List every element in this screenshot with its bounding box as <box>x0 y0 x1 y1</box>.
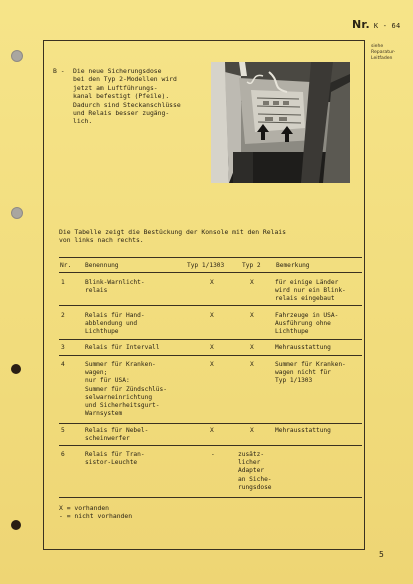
header-nr: Nr. <box>60 262 72 269</box>
row-6-nr: 6 <box>61 451 65 458</box>
table-rule <box>59 257 362 258</box>
row-3-typ1: X <box>210 344 214 351</box>
side-note <box>371 44 395 62</box>
table-rule <box>59 272 362 273</box>
table-rule <box>59 339 362 340</box>
fuse-box-photo-image <box>211 62 350 183</box>
row-1-benennung: Blink-Warnlicht- relais <box>85 279 145 295</box>
side-note-line: siehe <box>371 44 384 49</box>
table-rule <box>59 355 362 356</box>
row-3-nr: 3 <box>61 344 65 351</box>
table-rule <box>59 423 362 424</box>
row-6-typ1: - <box>211 451 215 458</box>
header-benennung: Benennung <box>85 262 119 269</box>
section-b-text: Die neue Sicherungsdose bei den Typ 2-Modellen wird jetzt am Luftführungs- kanal befestigt (Pfeile). Dadurch sind Steckanschlüsse und Relais besser zugäng- lich. <box>73 67 181 126</box>
header-bemerkung: Bemerkung <box>276 262 310 269</box>
punch-hole <box>11 207 23 219</box>
row-1-typ1: X <box>210 279 214 286</box>
row-2-bemerkung: Fahrzeuge in USA- Ausführung ohne Lichthupe <box>275 312 339 336</box>
row-3-benennung: Relais für Intervall <box>85 344 160 351</box>
table-rule <box>59 445 362 446</box>
row-1-nr: 1 <box>61 279 65 286</box>
table-rule <box>59 497 362 498</box>
row-2-benennung: Relais für Hand- abblendung und Lichthupe <box>85 312 145 336</box>
row-5-nr: 5 <box>61 427 65 434</box>
row-4-typ2: X <box>250 361 254 368</box>
side-note-line: Leitfaden <box>371 56 393 61</box>
row-6-benennung: Relais für Tran- sistor-Leuchte <box>85 451 145 467</box>
row-6-typ2: zusätz- licher Adapter an Siche- rungsdose <box>238 451 272 491</box>
section-b-label: B - <box>53 67 65 75</box>
punch-hole <box>11 50 23 62</box>
row-5-typ1: X <box>210 427 214 434</box>
row-5-bemerkung: Mehrausstattung <box>275 427 331 434</box>
row-5-typ2: X <box>250 427 254 434</box>
table-rule <box>59 305 362 306</box>
row-1-typ2: X <box>250 279 254 286</box>
row-5-benennung: Relais für Nebel- scheinwerfer <box>85 427 149 443</box>
row-1-bemerkung: für einige Länder wird nur ein Blink- relais eingebaut <box>275 279 346 303</box>
row-2-typ1: X <box>210 312 214 319</box>
row-4-benennung: Summer für Kranken- wagen; nur für USA: Summer für Zündschlüs- selwarneinrichtung und Sicherheitsgurt- Warnsystem <box>85 361 167 418</box>
row-3-typ2: X <box>250 344 254 351</box>
row-2-typ2: X <box>250 312 254 319</box>
nr-label: Nr. <box>352 18 370 31</box>
punch-hole <box>11 520 21 530</box>
row-4-typ1: X <box>210 361 214 368</box>
fuse-box-photo <box>211 62 350 183</box>
header-typ1: Typ 1/1303 <box>187 262 225 269</box>
side-note-line: Reparatur- <box>371 50 396 55</box>
punch-hole <box>11 364 21 374</box>
nr-value: K - 64 <box>373 22 401 30</box>
table-intro: Die Tabelle zeigt die Bestückung der Konsole mit den Relais von links nach rechts. <box>59 228 287 245</box>
row-3-bemerkung: Mehrausstattung <box>275 344 331 351</box>
row-4-nr: 4 <box>61 361 65 368</box>
row-2-nr: 2 <box>61 312 65 319</box>
legend: X = vorhanden - = nicht vorhanden <box>59 504 133 521</box>
row-4-bemerkung: Summer für Kranken- wagen nicht für Typ 1/1303 <box>275 361 346 385</box>
header-typ2: Typ 2 <box>242 262 261 269</box>
document-number <box>352 18 400 31</box>
page-number: 5 <box>379 550 384 559</box>
